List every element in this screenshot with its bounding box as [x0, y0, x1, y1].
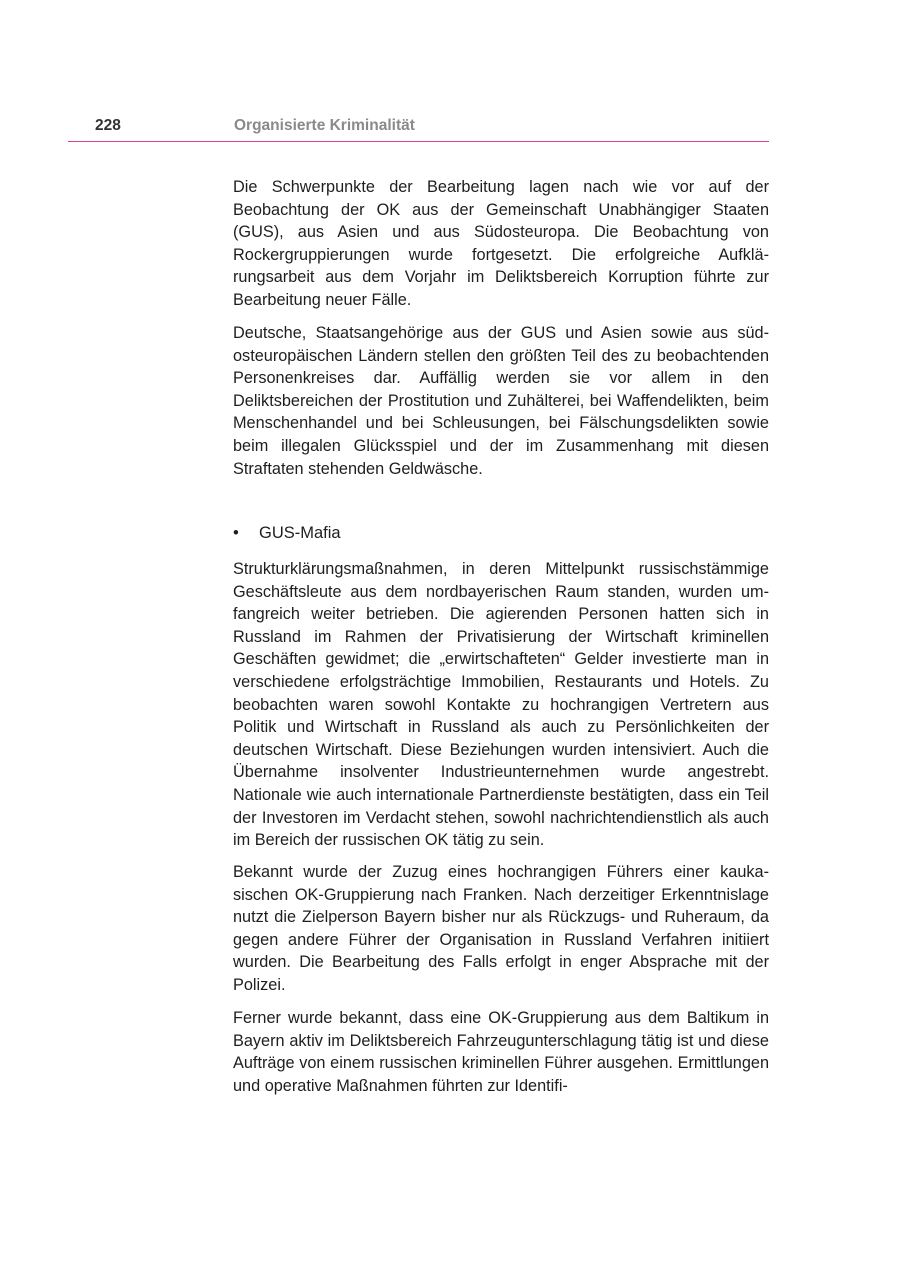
section-paragraph-2 [233, 861, 769, 997]
section-paragraph-3 [233, 1007, 769, 1097]
paragraph-text: Ferner wurde bekannt, dass eine OK-Gruppierung aus dem Baltikum in Bayern aktiv im Deliktsbereich Fahrzeugunterschlagung tätig ist und diese Aufträge von einem russischen kriminellen Führer ausgehen. Ermittlungen und operative Maßnahmen führten zur Identifi- [233, 1009, 769, 1095]
paragraph-text: Strukturklärungsmaßnahmen, in deren Mittelpunkt russischstämmige Geschäftsleute aus dem nordbayerischen Raum standen, wurden umfangreich weiter betrieben. Die agierenden Personen hatten sich in Russland im Rahmen der Privatisierung der Wirtschaft kriminellen Geschäften gewidmet; die „erwirtschafteten“ Gelder investierte man in verschiedene erfolgsträchtige Immobilien, Restaurants und Hotels. Zu beobachten waren sowohl Kontakte zu hochrangigen Vertretern aus Politik und Wirtschaft in Russland als auch zu Persönlichkeiten der deutschen Wirtschaft. Diese Beziehungen wurden intensiviert. Auch die Übernahme insolventer Industrieunternehmen wurde angestrebt. Nationale wie auch internationale Partnerdienste bestätigten, dass ein Teil der Investoren im Verdacht stehen, sowohl nachrichtendienstlich als auch im Bereich der russischen OK tätig zu sein. [233, 560, 769, 850]
section-paragraph-1 [233, 558, 769, 852]
page-header [0, 0, 900, 142]
bullet-icon: • [233, 524, 239, 542]
paragraph-text: Die Schwerpunkte der Bearbeitung lagen nach wie vor auf der Beobachtung der OK aus der Gemeinschaft Unabhängiger Staaten (GUS), aus Asien und aus Südosteuropa. Die Beobachtung von Rockergruppierungen wurde fortgesetzt. Die erfolgreiche Aufklärungsarbeit aus dem Vorjahr im Deliktsbereich Korruption führte zur Bearbeitung neuer Fälle. [233, 178, 769, 309]
running-title: Organisierte Kriminalität [234, 117, 415, 134]
paragraph-text: Deutsche, Staatsangehörige aus der GUS und Asien sowie aus südosteuropäischen Ländern stellen den größten Teil des zu beobachtenden Personenkreises dar. Auffällig werden sie vor allem in den Deliktsbereichen der Prostitution und Zuhälterei, bei Waffendelikten, beim Menschenhandel und bei Schleusungen, bei Fälschungsdelikten sowie beim illegalen Glücksspiel und der im Zusammenhang mit diesen Straftaten stehenden Geldwäsche. [233, 324, 769, 478]
paragraph-text: Bekannt wurde der Zuzug eines hochrangigen Führers einer kaukasischen OK-Gruppierung nach Franken. Nach derzeitiger Erkenntnislage nutzt die Zielperson Bayern bisher nur als Rückzugs- und Ruheraum, da gegen andere Führer der Organisation in Russland Verfahren initiiert wurden. Die Bearbeitung des Falls erfolgt in enger Absprache mit der Polizei. [233, 863, 769, 994]
intro-paragraph-2 [233, 322, 769, 480]
section-title: GUS-Mafia [259, 524, 341, 542]
intro-paragraph-1 [233, 176, 769, 312]
section-heading [233, 524, 341, 543]
page-number: 228 [95, 117, 121, 134]
header-rule [68, 141, 769, 142]
